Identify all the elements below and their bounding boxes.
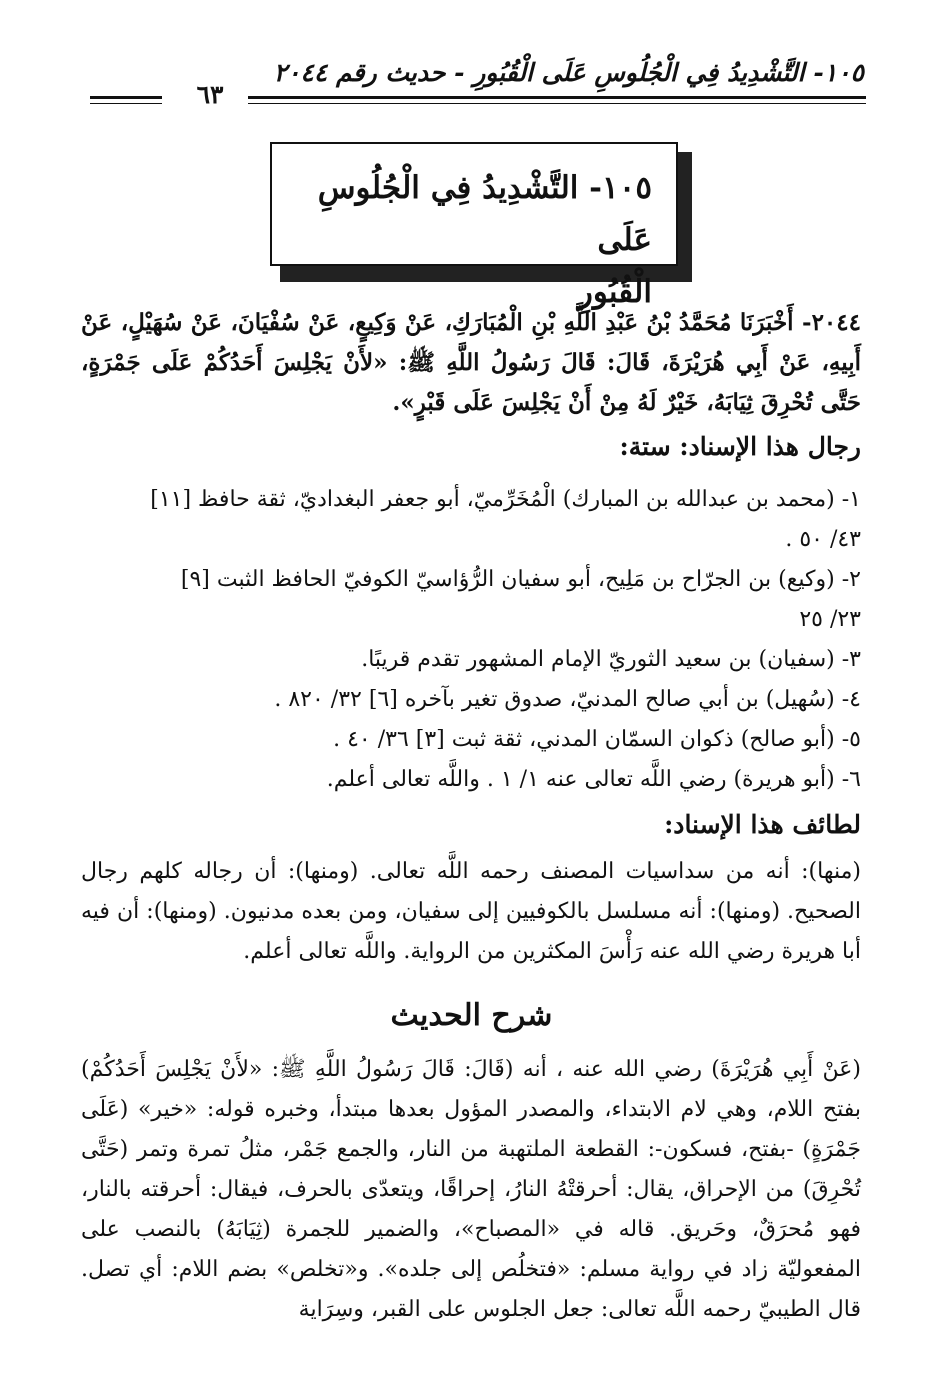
- narrator-item-4-line1: ٤- (سُهيل) بن أبي صالح المدنيّ، صدوق تغير بآخره [٦] ٣٢/ ٨٢٠ .: [274, 687, 861, 712]
- rijal-heading: رجال هذا الإسناد: ستة:: [619, 432, 861, 461]
- narrator-item-2-line1: ٢- (وكيع) بن الجرّاح بن مَلِيح، أبو سفيان الرُّؤاسيّ الكوفيّ الحافظ الثبت [٩]: [180, 567, 861, 592]
- narrator-item-5: [81, 720, 861, 760]
- hadith-text: ٢٠٤٤- أَخْبَرَنَا مُحَمَّدُ بْنُ عَبْدِ اللَّهِ بْنِ الْمُبَارَكِ، عَنْ وَكِيعٍ، عَنْ سُفْيَانَ، عَنْ سُهَيْلٍ، عَنْ أَبِيهِ، عَنْ أَبِي هُرَيْرَةَ، قَالَ: قَالَ رَسُولُ اللَّهِ ﷺ: «لأَنْ يَجْلِسَ أَحَدُكُمْ عَلَى جَمْرَةٍ، حَتَّى تُحْرِقَ ثِيَابَهُ، خَيْرٌ لَهُ مِنْ أَنْ يَجْلِسَ عَلَى قَبْرٍ».: [81, 309, 861, 416]
- narrator-item-3-line1: ٣- (سفيان) بن سعيد الثوريّ الإمام المشهور تقدم قريبًا.: [361, 647, 861, 672]
- sharh-text: (عَنْ أَبِي هُرَيْرَةَ) رضي الله عنه ، أنه (قَالَ: قَالَ رَسُولُ اللَّهِ ﷺ: «لأَنْ يَجْلِسَ أَحَدُكُمْ) بفتح اللام، وهي لام الابتداء، والمصدر المؤول بعدها مبتدأ، وخبره قوله: «خير» (عَلَى جَمْرَةٍ) -بفتح، فسكون-: القطعة الملتهبة من النار، والجمع جَمْر، مثلُ تمرة وتمر (حَتَّى تُحْرِقَ) من الإحراق، يقال: أحرقتْهُ النارُ، إحراقًا، ويتعدّى بالحرف، فيقال: أحرقته بالنار، فهو مُحرَقٌ، وحَريق. قاله في «المصباح»، والضمير للجمرة (ثِيَابَهُ) بالنصب على المفعوليّة زاد في رواية مسلم: «فتخلُص إلى جلده». و«تخلص» بضم اللام: أي تصل. قال الطيبيّ رحمه اللَّه تعالى: جعل الجلوس على القبر، وسِرَاية: [81, 1057, 861, 1322]
- narrator-item-1-line2: ٤٣/ ٥٠ .: [785, 527, 861, 552]
- narrator-item-5-line1: ٥- (أبو صالح) ذكوان السمّان المدني، ثقة ثبت [٣] ٣٦/ ٤٠ .: [333, 727, 861, 752]
- lataif-heading: لطائف هذا الإسناد:: [664, 810, 861, 839]
- chapter-title-box: [270, 142, 678, 310]
- narrator-item-2: [81, 560, 861, 640]
- narrator-item-3: [81, 640, 861, 680]
- header-rule-left-thick: [90, 96, 162, 99]
- header-rule-right-thin: [248, 103, 866, 104]
- chapter-title-line2: الْقُبُورِ: [577, 274, 652, 310]
- sharh-heading: شرح الحديث: [390, 998, 553, 1033]
- narrator-item-4: [81, 680, 861, 720]
- running-header-title: ١٠٥- التَّشْدِيدُ فِي الْجُلُوسِ عَلَى الْقُبُورِ - حديث رقم ٢٠٤٤: [273, 58, 864, 87]
- narrator-item-1-line1: ١- (محمد بن عبدالله بن المبارك) الْمُخَرِّميّ، أبو جعفر البغداديّ، ثقة حافظ [١١]: [150, 487, 861, 512]
- lataif-text: (منها): أنه من سداسيات المصنف رحمه اللَّه تعالى. (ومنها): أن رجاله كلهم رجال الصحيح. (ومنها): أنه مسلسل بالكوفيين إلى سفيان، ومن بعده مدنيون. (ومنها): أن فيه أبا هريرة رضي الله عنه رَأْسَ المكثرين من الرواية. واللَّه تعالى أعلم.: [81, 859, 861, 964]
- header-rule-right-thick: [248, 96, 866, 99]
- narrator-item-1: [81, 480, 861, 560]
- header-rule-left-thin: [90, 103, 162, 104]
- chapter-title-line1: ١٠٥- التَّشْدِيدُ فِي الْجُلُوسِ عَلَى: [317, 170, 652, 258]
- page-number: ٦٣: [196, 80, 224, 109]
- narrator-item-6: [81, 760, 861, 800]
- narrator-item-6-line1: ٦- (أبو هريرة) رضي اللَّه تعالى عنه ١/ ١ . واللَّه تعالى أعلم.: [326, 767, 861, 792]
- narrator-item-2-line2: ٢٣/ ٢٥: [799, 607, 861, 632]
